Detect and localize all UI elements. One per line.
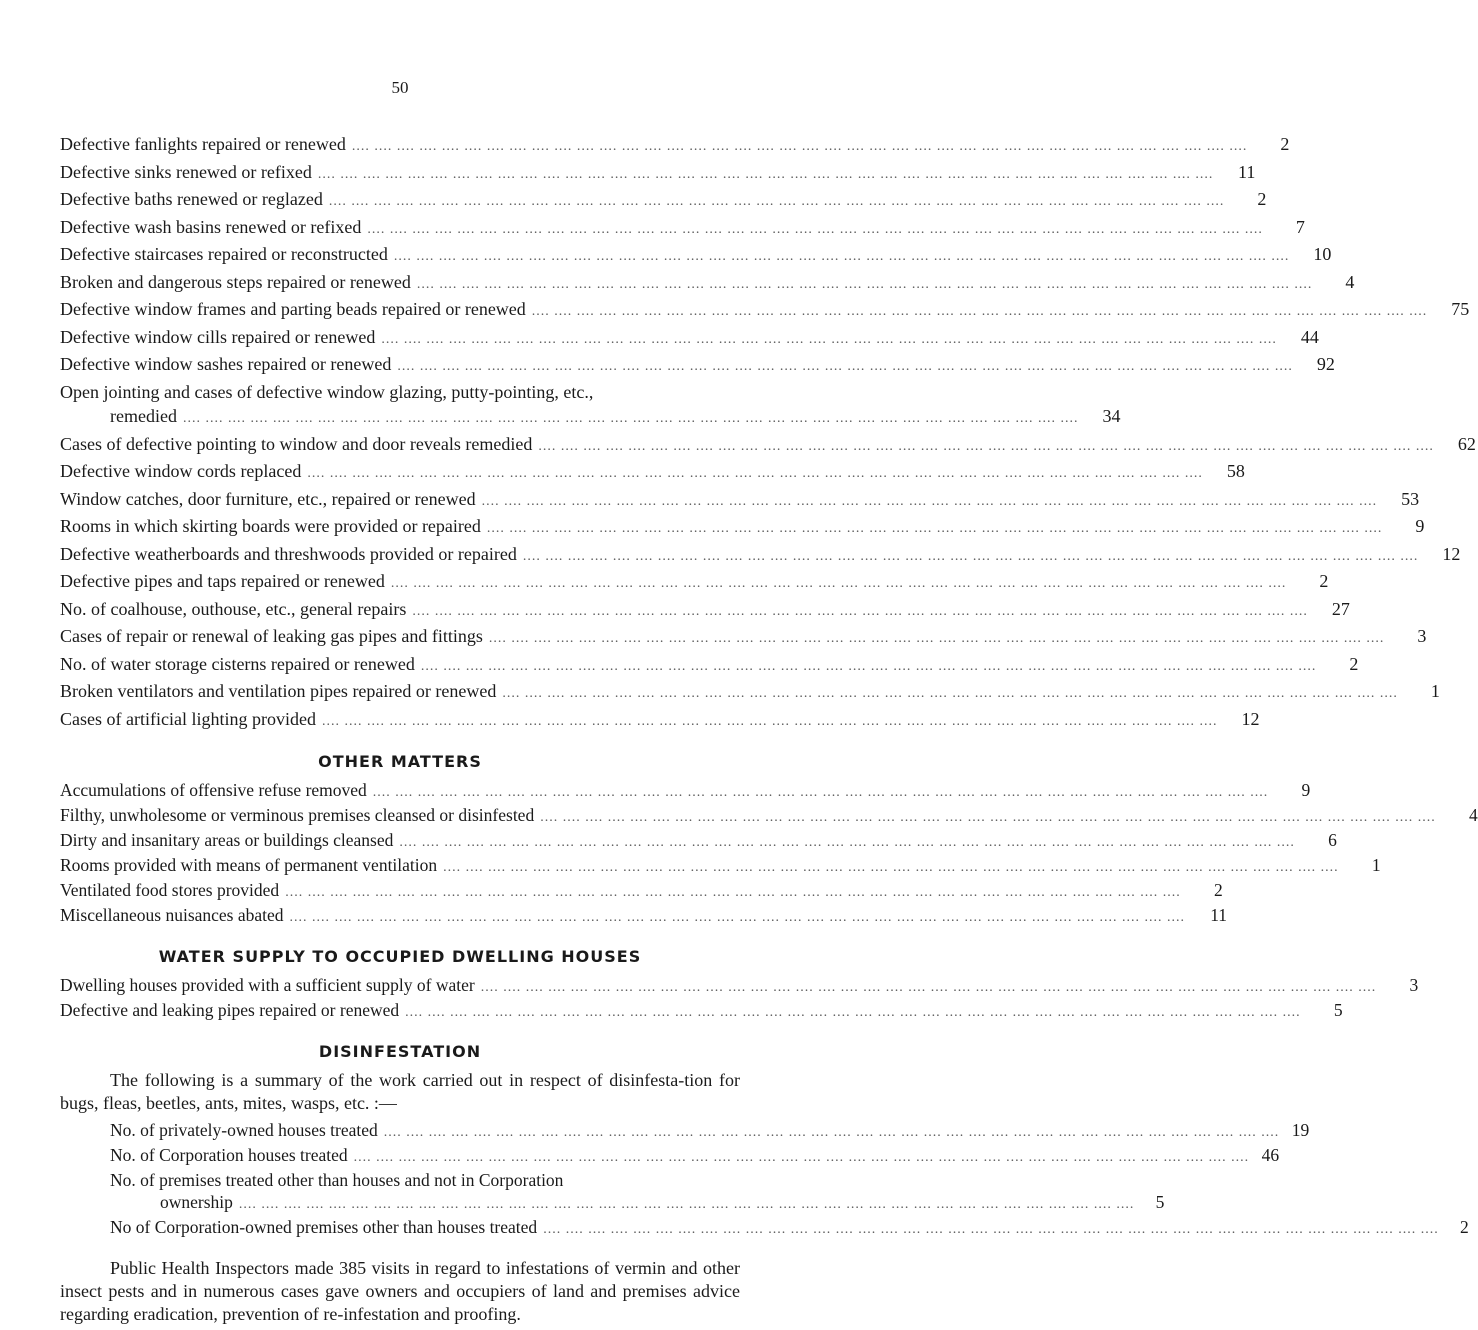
item-value: 1	[1430, 681, 1440, 701]
leader-dots: .... .... .... .... .... .... .... .... .... .... .... .... .... .... .... .... .... .... .... .... .... .... .... .... .... .... .... .... .... .... .... .... .... .... .... .... .... .... .... ....	[397, 359, 1293, 374]
list-item-continuation	[60, 404, 1121, 432]
list-item	[60, 904, 1228, 929]
list-item	[60, 160, 1256, 188]
leader-dots: .... .... .... .... .... .... .... .... .... .... .... .... .... .... .... .... .... .... .... .... .... .... .... .... .... .... .... .... .... .... .... .... .... .... .... .... .... .... .... ....	[367, 221, 1263, 237]
item-value: 6	[1328, 830, 1337, 850]
item-value: 3	[1417, 626, 1427, 646]
item-value: 1	[1371, 855, 1381, 875]
item-value: 7	[1295, 216, 1305, 237]
item-value: 4	[1345, 271, 1355, 292]
item-label: Defective fanlights repaired or renewed	[60, 134, 346, 154]
leader-dots: .... .... .... .... .... .... .... .... .... .... .... .... .... .... .... .... .... .... .... .... .... .... .... .... .... .... .... .... .... .... .... .... .... .... .... .... .... .... .... ....	[317, 166, 1214, 182]
section-heading: OTHER MATTERS	[318, 752, 482, 771]
other-matters-section	[60, 752, 1478, 929]
list-item	[60, 542, 1461, 570]
water-supply-section	[60, 947, 1419, 1024]
item-label: Broken and dangerous steps repaired or renewed	[60, 271, 411, 292]
item-label: Window catches, door furniture, etc., repaired or renewed	[60, 488, 476, 509]
list-item	[60, 514, 1425, 542]
item-value: 58	[1226, 461, 1245, 481]
leader-dots: .... .... .... .... .... .... .... .... .... .... .... .... .... .... .... .... .... .... .... .... .... .... .... .... .... .... .... .... .... .... .... .... .... .... .... .... .... .... .... ....	[412, 603, 1308, 619]
list-item	[60, 854, 1381, 879]
leader-dots: .... .... .... .... .... .... .... .... .... .... .... .... .... .... .... .... .... .... .... .... .... .... .... .... .... .... .... .... .... .... .... .... .... .... .... .... .... .... .... ....	[481, 493, 1378, 509]
item-value: 11	[1238, 161, 1256, 182]
leader-dots: .... .... .... .... .... .... .... .... .... .... .... .... .... .... .... .... .... .... .... .... .... .... .... .... .... .... .... .... .... .... .... .... .... .... .... .... .... .... .... ....	[289, 910, 1186, 925]
item-label: Broken ventilators and ventilation pipes repaired or renewed	[60, 681, 497, 701]
leader-dots: .... .... .... .... .... .... .... .... .... .... .... .... .... .... .... .... .... .... .... .... .... .... .... .... .... .... .... .... .... .... .... .... .... .... .... .... .... .... .... ....	[399, 835, 1295, 850]
list-item	[110, 1216, 1469, 1241]
list-item	[60, 242, 1332, 270]
item-label: Accumulations of offensive refuse removed	[60, 780, 367, 800]
item-label: Miscellaneous nuisances abated	[60, 905, 284, 925]
item-label: Ventilated food stores provided	[60, 880, 280, 900]
leader-dots: .... .... .... .... .... .... .... .... .... .... .... .... .... .... .... .... .... .... .... .... .... .... .... .... .... .... .... .... .... .... .... .... .... .... .... .... .... .... .... ....	[393, 249, 1290, 264]
list-item	[60, 829, 1337, 854]
leader-dots: .... .... .... .... .... .... .... .... .... .... .... .... .... .... .... .... .... .... .... .... .... .... .... .... .... .... .... .... .... .... .... .... .... .... .... .... .... .... .... ....	[328, 194, 1225, 209]
item-label: Defective window cords replaced	[60, 461, 302, 481]
disinfestation-list	[60, 1119, 1469, 1241]
item-label: No. of water storage cisterns repaired or renewed	[60, 653, 415, 674]
leader-dots: .... .... .... .... .... .... .... .... .... .... .... .... .... .... .... .... .... .... .... .... .... .... .... .... .... .... .... .... .... .... .... .... .... .... .... .... .... .... .... ....	[285, 885, 1181, 900]
item-value: 75	[1451, 299, 1470, 319]
leader-dots: .... .... .... .... .... .... .... .... .... .... .... .... .... .... .... .... .... .... .... .... .... .... .... .... .... .... .... .... .... .... .... .... .... .... .... .... .... .... .... ....	[416, 276, 1313, 292]
item-label: Dwelling houses provided with a sufficient supply of water	[60, 975, 475, 995]
list-item	[60, 297, 1470, 325]
leader-dots: .... .... .... .... .... .... .... .... .... .... .... .... .... .... .... .... .... .... .... .... .... .... .... .... .... .... .... .... .... .... .... .... .... .... .... .... .... .... .... ....	[307, 466, 1203, 481]
disinfestation-section	[60, 1042, 1469, 1326]
leader-dots: .... .... .... .... .... .... .... .... .... .... .... .... .... .... .... .... .... .... .... .... .... .... .... .... .... .... .... .... .... .... .... .... .... .... .... .... .... .... .... ....	[321, 713, 1218, 729]
item-label: Defective window sashes repaired or renewed	[60, 354, 392, 374]
list-item	[60, 432, 1476, 460]
item-label: Filthy, unwholesome or verminous premises cleansed or disinfested	[60, 805, 535, 825]
list-item	[60, 974, 1419, 999]
item-label: No. of privately-owned houses treated	[110, 1120, 378, 1140]
intro-paragraph: The following is a summary of the work carried out in respect of disinfesta-tion for bugs, fleas, beetles, ants, mites, wasps, etc. :—	[60, 1070, 740, 1113]
item-label: Rooms provided with means of permanent ventilation	[60, 855, 438, 875]
item-value: 11	[1210, 905, 1228, 925]
item-label: No of Corporation-owned premises other than houses treated	[110, 1217, 538, 1237]
item-value: 2	[1349, 653, 1359, 674]
item-value: 2	[1213, 880, 1223, 900]
repairs-list	[60, 132, 1476, 734]
list-item	[60, 999, 1343, 1024]
list-item	[60, 879, 1223, 904]
list-item	[60, 352, 1335, 380]
item-value: 2	[1257, 189, 1267, 209]
item-value: 12	[1442, 543, 1461, 564]
list-item	[60, 624, 1427, 652]
item-label: No. of Corporation houses treated	[110, 1145, 348, 1165]
section-heading: WATER SUPPLY TO OCCUPIED DWELLING HOUSES	[158, 947, 642, 966]
item-value: 2	[1319, 571, 1329, 591]
leader-dots: .... .... .... .... .... .... .... .... .... .... .... .... .... .... .... .... .... .... .... .... .... .... .... .... .... .... .... .... .... .... .... .... .... .... .... .... .... .... .... ....	[443, 860, 1339, 875]
item-label: Defective baths renewed or reglazed	[60, 189, 323, 209]
page-number: 50	[391, 78, 409, 97]
item-value: 2	[1280, 134, 1290, 154]
leader-dots: .... .... .... .... .... .... .... .... .... .... .... .... .... .... .... .... .... .... .... .... .... .... .... .... .... .... .... .... .... .... .... .... .... .... .... .... .... .... .... ....	[405, 1005, 1301, 1020]
list-item	[60, 597, 1350, 625]
item-label: No. of premises treated other than houses and not in Corporation	[110, 1170, 564, 1190]
closing-paragraph: Public Health Inspectors made 385 visits in regard to infestations of vermin and other insect pests and in numerous cases gave owners and occupiers of land and premises advice regarding eradication, prevention of re-infestation and proofing.	[60, 1258, 740, 1324]
list-item	[60, 652, 1359, 680]
list-item	[60, 132, 1290, 160]
leader-dots: .... .... .... .... .... .... .... .... .... .... .... .... .... .... .... .... .... .... .... .... .... .... .... .... .... .... .... .... .... .... .... .... .... .... .... .... .... .... .... ....	[238, 1197, 1135, 1212]
list-item-continuation	[110, 1191, 1165, 1216]
item-label: No. of coalhouse, outhouse, etc., general repairs	[60, 598, 407, 619]
item-value: 19	[1291, 1120, 1310, 1140]
item-label: Cases of repair or renewal of leaking gas pipes and fittings	[60, 626, 483, 646]
list-item	[60, 187, 1267, 215]
item-value: 34	[1102, 406, 1121, 426]
list-item	[60, 270, 1355, 298]
leader-dots: .... .... .... .... .... .... .... .... .... .... .... .... .... .... .... .... .... .... .... .... .... .... .... .... .... .... .... .... .... .... .... .... .... .... .... .... .... .... .... ....	[522, 548, 1419, 564]
leader-dots: .... .... .... .... .... .... .... .... .... .... .... .... .... .... .... .... .... .... .... .... .... .... .... .... .... .... .... .... .... .... .... .... .... .... .... .... .... .... .... ....	[540, 810, 1436, 825]
list-item	[60, 569, 1329, 597]
section-heading: DISINFESTATION	[318, 1042, 482, 1061]
leader-dots: .... .... .... .... .... .... .... .... .... .... .... .... .... .... .... .... .... .... .... .... .... .... .... .... .... .... .... .... .... .... .... .... .... .... .... .... .... .... .... ....	[351, 139, 1248, 154]
leader-dots: .... .... .... .... .... .... .... .... .... .... .... .... .... .... .... .... .... .... .... .... .... .... .... .... .... .... .... .... .... .... .... .... .... .... .... .... .... .... .... ....	[420, 658, 1317, 674]
item-value: 9	[1415, 516, 1425, 536]
list-item	[60, 325, 1319, 353]
item-value: 12	[1241, 708, 1260, 729]
item-label: Rooms in which skirting boards were provided or repaired	[60, 516, 481, 536]
item-label: Dirty and insanitary areas or buildings cleansed	[60, 830, 394, 850]
leader-dots: .... .... .... .... .... .... .... .... .... .... .... .... .... .... .... .... .... .... .... .... .... .... .... .... .... .... .... .... .... .... .... .... .... .... .... .... .... .... .... ....	[381, 331, 1277, 347]
item-value: 5	[1155, 1192, 1165, 1212]
item-value: 92	[1316, 354, 1335, 374]
list-item	[60, 804, 1478, 829]
item-label: Cases of defective pointing to window and door reveals remedied	[60, 433, 533, 454]
item-value: 2	[1459, 1217, 1469, 1237]
list-item	[60, 459, 1245, 487]
item-value: 9	[1301, 780, 1311, 800]
list-item	[110, 1144, 1280, 1169]
leader-dots: .... .... .... .... .... .... .... .... .... .... .... .... .... .... .... .... .... .... .... .... .... .... .... .... .... .... .... .... .... .... .... .... .... .... .... .... .... .... .... ....	[372, 785, 1269, 800]
item-label: Defective staircases repaired or reconstructed	[60, 244, 388, 264]
leader-dots: .... .... .... .... .... .... .... .... .... .... .... .... .... .... .... .... .... .... .... .... .... .... .... .... .... .... .... .... .... .... .... .... .... .... .... .... .... .... .... ....	[502, 686, 1398, 701]
item-value: 62	[1457, 433, 1476, 454]
item-value: 46	[1261, 1145, 1280, 1165]
leader-dots: .... .... .... .... .... .... .... .... .... .... .... .... .... .... .... .... .... .... .... .... .... .... .... .... .... .... .... .... .... .... .... .... .... .... .... .... .... .... .... ....	[182, 411, 1079, 426]
item-label: Cases of artificial lighting provided	[60, 708, 316, 729]
item-value: 10	[1313, 244, 1332, 264]
item-label: Defective sinks renewed or refixed	[60, 161, 312, 182]
item-label: ownership	[160, 1192, 233, 1212]
list-item	[110, 1169, 740, 1191]
leader-dots: .... .... .... .... .... .... .... .... .... .... .... .... .... .... .... .... .... .... .... .... .... .... .... .... .... .... .... .... .... .... .... .... .... .... .... .... .... .... .... ....	[531, 304, 1428, 319]
list-item	[60, 487, 1420, 515]
list-item	[60, 679, 1440, 707]
list-item	[60, 215, 1305, 243]
item-label: Defective wash basins renewed or refixed	[60, 216, 362, 237]
list-item	[60, 380, 740, 405]
item-value: 4	[1468, 805, 1478, 825]
leader-dots: .... .... .... .... .... .... .... .... .... .... .... .... .... .... .... .... .... .... .... .... .... .... .... .... .... .... .... .... .... .... .... .... .... .... .... .... .... .... .... ....	[543, 1222, 1439, 1237]
item-label: Defective and leaking pipes repaired or renewed	[60, 1000, 400, 1020]
leader-dots: .... .... .... .... .... .... .... .... .... .... .... .... .... .... .... .... .... .... .... .... .... .... .... .... .... .... .... .... .... .... .... .... .... .... .... .... .... .... .... ....	[488, 631, 1385, 646]
list-item	[110, 1119, 1310, 1144]
item-label: Open jointing and cases of defective window glazing, putty-pointing, etc.,	[60, 381, 594, 402]
leader-dots: .... .... .... .... .... .... .... .... .... .... .... .... .... .... .... .... .... .... .... .... .... .... .... .... .... .... .... .... .... .... .... .... .... .... .... .... .... .... .... ....	[390, 576, 1287, 591]
item-label: remedied	[110, 406, 177, 426]
item-value: 3	[1409, 975, 1419, 995]
item-label: Defective pipes and taps repaired or renewed	[60, 571, 385, 591]
leader-dots: .... .... .... .... .... .... .... .... .... .... .... .... .... .... .... .... .... .... .... .... .... .... .... .... .... .... .... .... .... .... .... .... .... .... .... .... .... .... .... ....	[538, 438, 1434, 454]
list-item	[60, 707, 1260, 735]
item-label: Defective weatherboards and threshwoods provided or repaired	[60, 543, 517, 564]
leader-dots: .... .... .... .... .... .... .... .... .... .... .... .... .... .... .... .... .... .... .... .... .... .... .... .... .... .... .... .... .... .... .... .... .... .... .... .... .... .... .... ....	[486, 521, 1383, 536]
item-value: 27	[1331, 598, 1350, 619]
leader-dots: .... .... .... .... .... .... .... .... .... .... .... .... .... .... .... .... .... .... .... .... .... .... .... .... .... .... .... .... .... .... .... .... .... .... .... .... .... .... .... ....	[480, 980, 1377, 995]
item-label: Defective window cills repaired or renewed	[60, 326, 376, 347]
item-label: Defective window frames and parting beads repaired or renewed	[60, 299, 526, 319]
list-item	[60, 779, 1311, 804]
item-value: 5	[1333, 1000, 1343, 1020]
item-value: 44	[1300, 326, 1319, 347]
leader-dots: .... .... .... .... .... .... .... .... .... .... .... .... .... .... .... .... .... .... .... .... .... .... .... .... .... .... .... .... .... .... .... .... .... .... .... .... .... .... .... ....	[353, 1150, 1250, 1165]
leader-dots: .... .... .... .... .... .... .... .... .... .... .... .... .... .... .... .... .... .... .... .... .... .... .... .... .... .... .... .... .... .... .... .... .... .... .... .... .... .... .... ....	[383, 1125, 1280, 1140]
item-value: 53	[1401, 488, 1420, 509]
